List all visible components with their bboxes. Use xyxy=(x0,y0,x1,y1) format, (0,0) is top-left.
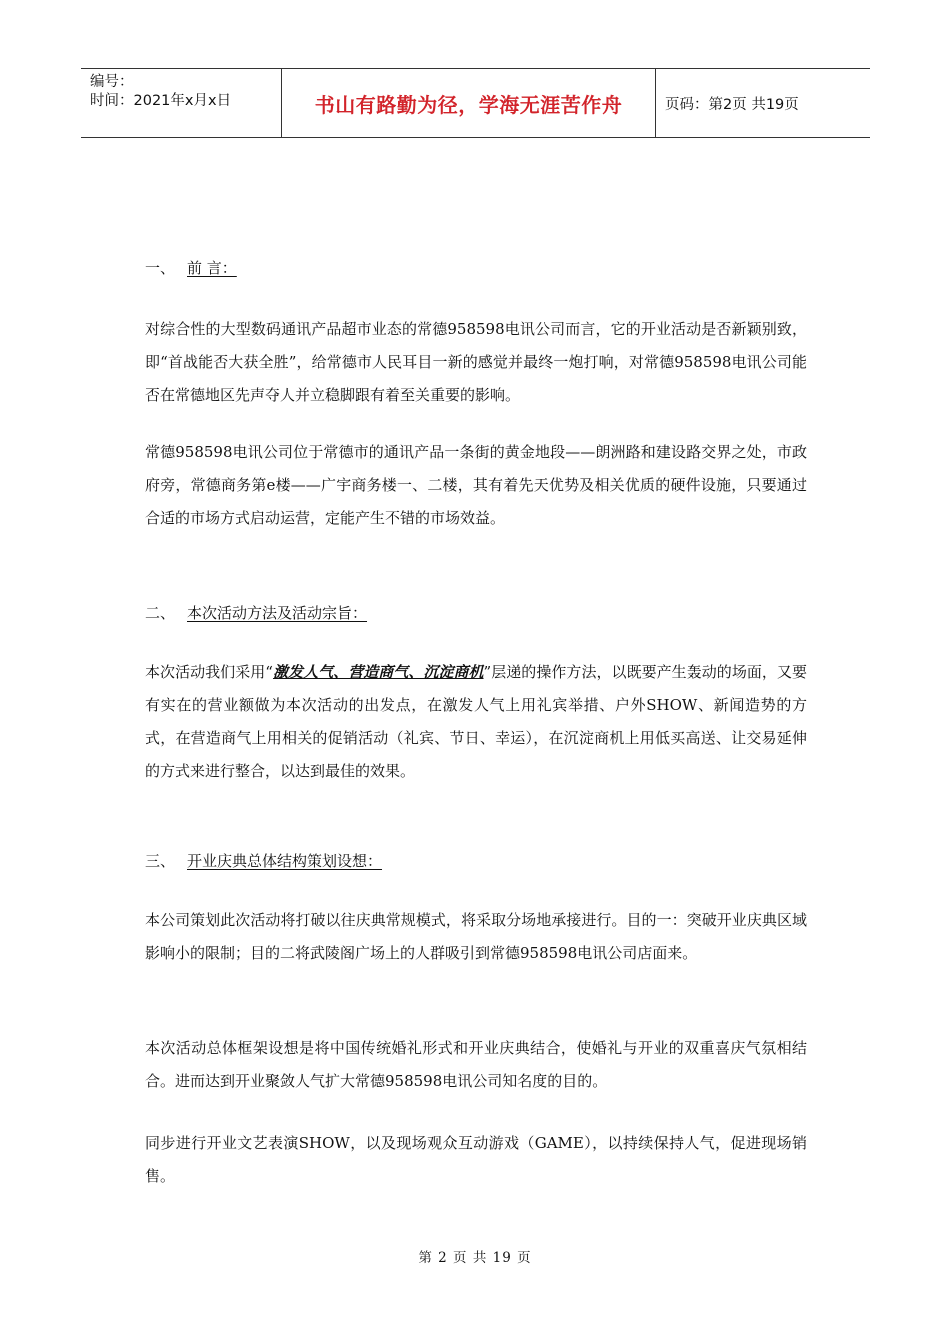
document-header xyxy=(81,68,870,138)
section-1-paragraph-2: 常德958598电讯公司位于常德市的通讯产品一条街的黄金地段——朗洲路和建设路交界之处，市政府旁，常德商务第e楼——广宇商务楼一、二楼，其有着先天优势及相关优质的硬件设施，只要通过合适的市场方式启动运营，定能产生不错的市场效益。 xyxy=(145,443,807,527)
section-3-heading xyxy=(145,851,382,871)
section-3-paragraph-3: 同步进行开业文艺表演SHOW，以及现场观众互动游戏（GAME），以持续保持人气，促进现场销售。 xyxy=(145,1134,807,1185)
section-2-emphasis: 激发人气、营造商气、沉淀商机 xyxy=(272,663,484,681)
section-2-paragraph xyxy=(145,656,807,788)
section-3-paragraph-1: 本公司策划此次活动将打破以往庆典常规模式，将采取分场地承接进行。目的一：突破开业庆典区域影响小的限制；目的二将武陵阁广场上的人群吸引到常德958598电讯公司店面来。 xyxy=(145,911,807,962)
section-2-text-after: ”层递的操作方法，以既要产生轰动的场面，又要有实在的营业额做为本次活动的出发点，在激发人气上用礼宾举措、户外SHOW、新闻造势的方式，在营造商气上用相关的促销活动（礼宾、节日、幸运），在沉淀商机上用低买高送、让交易延伸的方式来进行整合，以达到最佳的效果。 xyxy=(145,663,807,780)
section-2-heading xyxy=(145,603,367,623)
section-1-title: 前 言： xyxy=(187,259,237,277)
section-3-number: 三、 xyxy=(145,852,176,870)
section-1-number: 一、 xyxy=(145,259,176,277)
section-2-number: 二、 xyxy=(145,604,176,622)
section-3-title: 开业庆典总体结构策划设想： xyxy=(187,852,383,870)
header-motto: 书山有路勤为径，学海无涯苦作舟 xyxy=(282,69,656,137)
section-3-paragraph-2: 本次活动总体框架设想是将中国传统婚礼形式和开业庆典结合，使婚礼与开业的双重喜庆气氛相结合。进而达到开业聚敛人气扩大常德958598电讯公司知名度的目的。 xyxy=(145,1039,807,1090)
header-meta xyxy=(81,69,282,137)
header-id-label: 编号： xyxy=(90,74,134,90)
section-1-heading xyxy=(145,258,237,278)
section-2-title: 本次活动方法及活动宗旨： xyxy=(187,604,368,622)
header-page-info: 页码：第2页 共19页 xyxy=(665,96,799,113)
section-1-paragraph-1: 对综合性的大型数码通讯产品超市业态的常德958598电讯公司而言，它的开业活动是否新颖别致，即“首战能否大获全胜”，给常德市人民耳目一新的感觉并最终一炮打响，对常德958598电讯公司能否在常德地区先声夺人并立稳脚跟有着至关重要的影响。 xyxy=(145,320,807,404)
page-footer: 第 2 页 共 19 页 xyxy=(418,1250,532,1266)
section-2-text-before: 本次活动我们采用“ xyxy=(145,663,273,681)
header-time-label: 时间：2021年x月x日 xyxy=(90,93,232,109)
